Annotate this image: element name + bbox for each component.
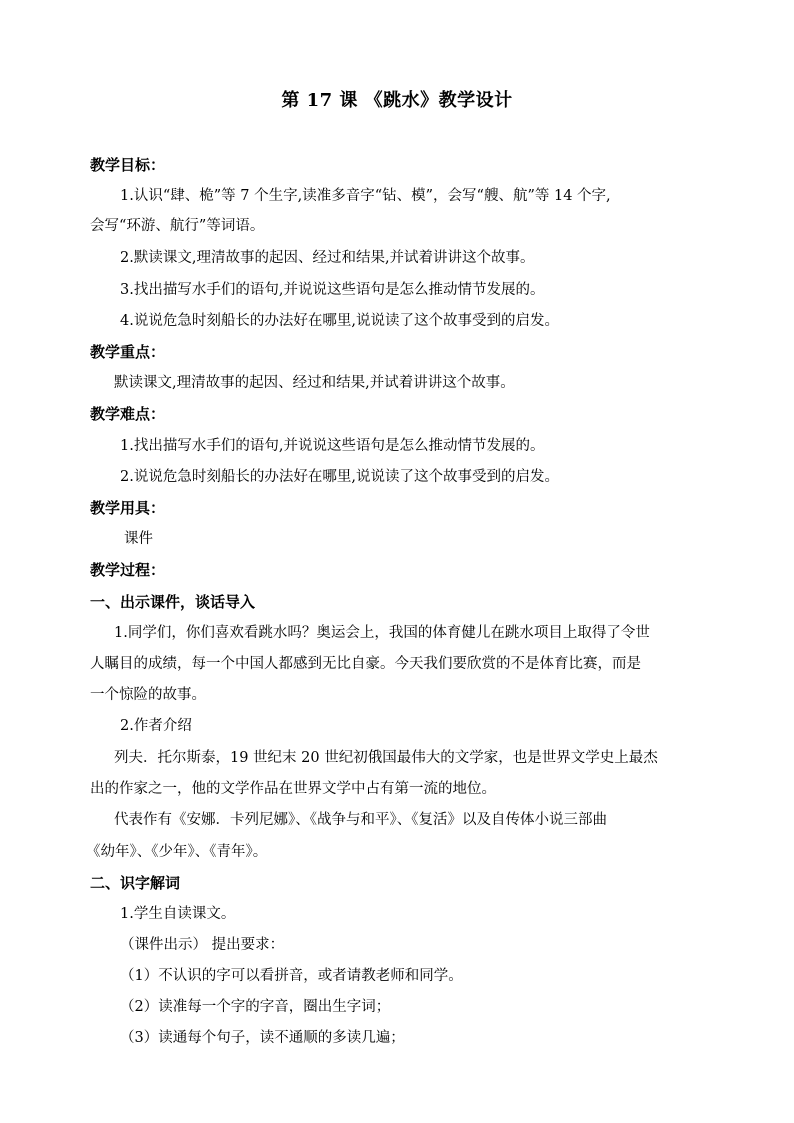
section-2-requirement-2: （2）读准每一个字的字音，圈出生字词； xyxy=(120,999,391,1015)
section-1-paragraph-4-line-1: 代表作有《安娜．卡列尼娜》、《战争与和平》、《复活》以及自传体小说三部曲 xyxy=(114,812,607,828)
section-2-requirement-3: （3）读通每个句子，读不通顺的多读几遍； xyxy=(120,1030,405,1046)
section-1-heading: 一、出示课件，谈话导入 xyxy=(90,593,256,611)
difficulty-item-1: 1.找出描写水手们的语句,并说说这些语句是怎么推动情节发展的。 xyxy=(120,438,545,454)
section-1-paragraph-4-line-2: 《幼年》、《少年》、《青年》。 xyxy=(86,844,268,860)
key-points-text: 默读课文,理清故事的起因、经过和结果,并试着讲讲这个故事。 xyxy=(114,375,515,391)
tools-text: 课件 xyxy=(124,531,153,547)
section-1-paragraph-3-line-2: 出的作家之一，他的文学作品在世界文学中占有第一流的地位。 xyxy=(90,781,496,797)
section-1-paragraph-3-line-1: 列夫．托尔斯泰，19 世纪末 20 世纪初俄国最伟大的文学家，也是世界文学史上最杰 xyxy=(114,750,658,766)
key-points-heading: 教学重点： xyxy=(90,343,166,361)
process-heading: 教学过程： xyxy=(90,561,166,579)
objectives-heading: 教学目标： xyxy=(90,156,166,174)
section-1-paragraph-1-line-2: 人瞩目的成绩，每一个中国人都感到无比自豪。今天我们要欣赏的不是体育比赛，而是 xyxy=(90,656,641,672)
section-2-paragraph-2: （课件出示） 提出要求： xyxy=(120,937,285,953)
objective-item-1-line-2: 会写“环游、航行”等词语。 xyxy=(90,218,265,234)
document-title: 第 17 课 《跳水》教学设计 xyxy=(281,90,513,111)
objective-item-2: 2.默读课文,理清故事的起因、经过和结果,并试着讲讲这个故事。 xyxy=(120,250,535,266)
objective-item-4: 4.说说危急时刻船长的办法好在哪里,说说读了这个故事受到的启发。 xyxy=(120,313,559,329)
section-2-heading: 二、识字解词 xyxy=(90,874,181,892)
section-1-paragraph-1-line-1: 1.同学们，你们喜欢看跳水吗？奥运会上，我国的体育健儿在跳水项目上取得了令世 xyxy=(114,625,650,641)
objective-item-3: 3.找出描写水手们的语句,并说说这些语句是怎么推动情节发展的。 xyxy=(120,282,545,298)
difficulty-item-2: 2.说说危急时刻船长的办法好在哪里,说说读了这个故事受到的启发。 xyxy=(120,469,559,485)
section-2-requirement-1: （1）不认识的字可以看拼音，或者请教老师和同学。 xyxy=(120,968,463,984)
objective-item-1-line-1: 1.认识“肆、桅”等 7 个生字,读准多音字“钻、模”，会写“艘、航”等 14 个字, xyxy=(120,188,611,204)
section-1-paragraph-2: 2.作者介绍 xyxy=(120,718,192,734)
tools-heading: 教学用具： xyxy=(90,499,166,517)
section-1-paragraph-1-line-3: 一个惊险的故事。 xyxy=(90,687,206,703)
section-2-paragraph-1: 1.学生自读课文。 xyxy=(120,906,236,922)
difficulties-heading: 教学难点： xyxy=(90,405,166,423)
